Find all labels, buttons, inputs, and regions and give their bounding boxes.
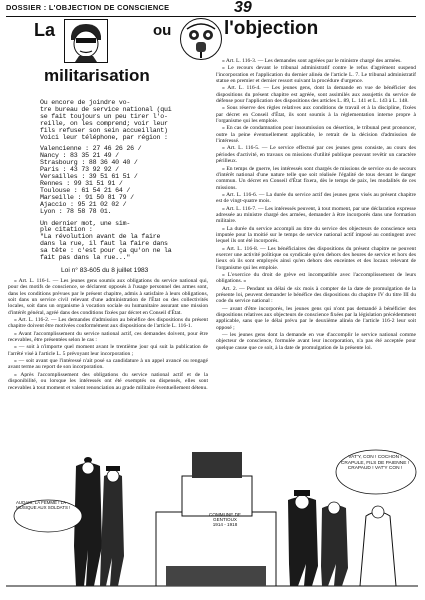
- memorial-inscription-line: COMMUNE DE GENTIOUX: [209, 512, 241, 522]
- law-paragraph: « — soit à n'importe quel moment avant le trentième jour qui suit la publication de l'arrêté visé à l'article L. 5 prévoyant leur incorporation ;: [8, 344, 208, 357]
- law-paragraph: « Avant l'accomplissement du service national actif, ces demandes doivent, pour être recevables, être présentées selon le cas :: [8, 330, 208, 344]
- law-paragraph: — avant d'être incorporés, les jeunes gens qui n'ont pas demandé à bénéficier des dispositions relatives aux objecteurs de conscience fixées par la législation précédemment applicable, sans que le délai prévu par le deuxième alinéa de l'article 116-2 leur soit opposé ;: [216, 305, 416, 331]
- citation-line: sa tête : c'est pour ça qu'on ne la: [40, 247, 172, 255]
- phone-list: [40, 146, 220, 215]
- phone-line: Versailles : 39 51 61 51 /: [40, 173, 138, 181]
- speech-bubble-right: VAT'Y, CON ! COCHON ! CRAPULE, FILS DE PAIENNE ! CRAPAUD ! VAT'Y CON !: [340, 455, 410, 472]
- law-paragraph: « L'exercice du droit de grève est incompatible avec l'accomplissement de leurs obligations. »: [216, 272, 416, 285]
- law-paragraph: « En temps de guerre, les intéressés sont chargés de missions de service ou de secours d'intérêt national d'une nature telle que soit réalisée l'égalité de tous devant le danger commun. Un décret en Conseil d'État fixera, dès le temps de paix, les modalités de ces missions.: [216, 165, 416, 191]
- page-header: [6, 2, 416, 17]
- law-paragraph: « Art. L. 116-3. — Les demandes sont agréées par le ministre chargé des armées.: [222, 58, 402, 64]
- law-paragraph: « Art. L. 116-7. — Les intéressés peuvent, à tout moment, par une déclaration expresse adressée au ministre chargé des armées, demander à être incorporés dans une formation militaire.: [216, 205, 416, 225]
- citation-line: dans la rue, il faut la faire dans: [40, 240, 168, 248]
- law-paragraph: « Après l'accomplissement des obligations du service national actif et de la disponibilité, ou lorsque les intéressés ont été exemptés ou dispensés, elles sont recevables à tout moment et valent renonciation au grade militaire éventuellement détenu.: [8, 371, 208, 391]
- intro-line: Ou encore de joindre vo-: [40, 99, 131, 106]
- phone-line: Rennes : 99 31 51 91 /: [40, 179, 123, 187]
- memorial-inscription-line: 1914 - 1918: [212, 522, 238, 527]
- law-text-left-column: [8, 278, 208, 448]
- law-paragraph: « Art. L. 116-1. — Les jeunes gens soumis aux obligations du service national qui, pour des motifs de conscience, se déclarent opposés à l'usage personnel des armes sont, dans les conditions prévues par le présent chapitre, admis à satisfaire à leurs obligations, soit dans un service civil relevant d'une administration de l'État ou des collectivités locales, soit dans un organisme à vocation sociale ou humanitaire assurant une mission d'intérêt général, agréé dans des conditions fixées par décret en Conseil d'État.: [8, 278, 208, 316]
- law-text-right-column: [216, 58, 416, 440]
- phone-line: Strasbourg : 88 36 40 40 /: [40, 159, 138, 167]
- law-paragraph: « En cas de condamnation pour insoumission ou désertion, le tribunal peut prononcer, outre la peine éventuellement applicable, le retrait de la décision d'admission de l'intéressé.: [216, 125, 416, 145]
- intro-line: fils refuser son sein accueillant): [40, 126, 168, 134]
- law-paragraph: « Art. L. 116-2. — Les demandes d'admission au bénéfice des dispositions du présent chapitre doivent être motivées conformément aux dispositions de l'article L. 116-1.: [8, 317, 208, 330]
- intro-line: tre bureau de service national (qui: [40, 105, 172, 113]
- intro-block: [40, 100, 220, 262]
- phone-line: Marseille : 91 50 81 79 /: [40, 193, 134, 201]
- law-paragraph: « Art. L. 116-5. — Le service effectué par ces jeunes gens consiste, au cours des périodes d'activité, en travaux ou missions d'utilité publique pouvant revêtir un caractère périlleux.: [216, 145, 416, 165]
- law-paragraph: « Le recours devant le tribunal administratif contre le refus d'agrément suspend l'incorporation et l'application du dernier alinéa de l'article L. 7. Le tribunal administratif statue en premier et dernier ressort suivant la procédure d'urgence.: [216, 65, 416, 85]
- phone-line: Lyon : 78 58 78 01.: [40, 207, 112, 215]
- phone-line: Toulouse : 61 54 21 64 /: [40, 186, 131, 194]
- law-paragraph: « — soit avant que l'intéressé n'ait posé sa candidature à un appel avancé ou rengagé avant terme au report de son incorporation.: [8, 358, 208, 371]
- title-ou: ou: [153, 22, 172, 39]
- law-paragraph: « Art. L. 116-4. — Les jeunes gens, dont la demande en vue de bénéficier des dispositions du présent chapitre est agréée, sont assimilés aux assujettis du service de défense pour l'application des dispositions des articles L. 89, L. 141 et L. 143 à L. 148.: [216, 85, 416, 105]
- intro-line: reille, on les comprend; voir leur: [40, 119, 168, 127]
- intro-line: Voici leur téléphone, par région :: [40, 133, 168, 141]
- title-la: La: [34, 20, 56, 40]
- law-paragraph: « Art. L. 116-8. — Les bénéficiaires des dispositions du présent chapitre ne peuvent exercer une activité politique ou syndicale qu'en dehors des heures de service et hors des lieux où ils sont employés ainsi qu'en dehors des enceintes et des locaux relevant de l'organisme qui les emploie.: [216, 245, 416, 271]
- citation-line: fait pas dans la rue...": [40, 254, 131, 262]
- page-number: 39: [234, 0, 252, 16]
- title-militarisation: militarisation: [44, 66, 150, 85]
- dossier-header: DOSSIER : L'OBJECTION DE CONSCIENCE: [6, 3, 170, 12]
- law-paragraph: « Art. L. 116-6. — La durée du service actif des jeunes gens visés au présent chapitre est de vingt-quatre mois.: [216, 191, 416, 205]
- citation-line: Un dernier mot, une sim-: [40, 219, 131, 227]
- phone-line: Paris : 43 73 92 92 /: [40, 166, 119, 174]
- phone-line: Valencienne : 27 46 26 26 /: [40, 145, 142, 153]
- citation-line: ple citation :: [40, 226, 93, 234]
- memorial-inscription: [200, 512, 250, 527]
- law-paragraph: « La durée du service accompli au titre du service des objecteurs de conscience sera imputée pour la moitié sur le temps de service national actif imposé au contingent avec lequel ils ont été incorporés.: [216, 225, 416, 245]
- law-title: Loi n° 83-605 du 8 juillet 1983: [61, 267, 149, 274]
- citation-block: [40, 221, 220, 262]
- phone-line: Ajaccio : 95 21 02 02 /: [40, 200, 127, 208]
- citation-line: "La révolution avant de la faire: [40, 233, 161, 241]
- intro-line: se fait toujours un peu tirer l'o-: [40, 112, 168, 120]
- speech-bubble-left: AUDAIS, LA FEMME ! LA MUSIQUE AUX SOLDATS !: [16, 500, 71, 511]
- phone-line: Nancy : 83 35 21 49 /: [40, 152, 119, 160]
- law-paragraph: Art. 2. — Pendant un délai de six mois à compter de la date de promulgation de la présente loi, peuvent demander le bénéfice des dispositions du chapitre IV du titre III du code du service national :: [216, 285, 416, 305]
- gas-mask-illustration: [180, 18, 222, 60]
- law-paragraph: — les jeunes gens dont la demande en vue d'accomplir le service national comme objecteur de conscience, formulée avant leur incorporation, n'a pas été acceptée pour quelque cause que ce soit, à la date de promulgation de la présente loi.: [216, 332, 416, 351]
- law-paragraph: « Sous réserve des règles relatives aux conditions de travail et à la discipline, fixées par décret en Conseil d'État, ils sont soumis à la réglementation interne propre à l'organisme qui les emploie.: [216, 105, 416, 125]
- portrait-illustration: [64, 19, 108, 63]
- title-objection: l'objection: [224, 18, 319, 39]
